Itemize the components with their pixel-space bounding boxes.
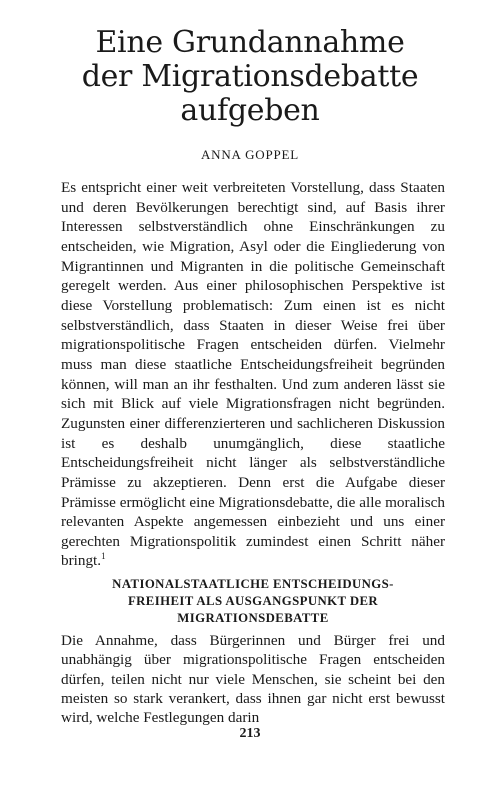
title-line: aufgeben: [180, 93, 320, 128]
author-name: ANNA GOPPEL: [200, 147, 299, 162]
section-paragraph: Die Annahme, dass Bürgerinnen und Bürger frei und unabhängig über migrationspolitische Fragen entscheiden dürfen, teilen nicht nur viele Menschen, sie scheint bei den meisten so stark verankert, dass ihnen gar nicht erst bewusst wird, welche Festlegungen darin: [61, 632, 445, 727]
section-heading-line: NATIONALSTAATLICHE ENTSCHEIDUNGS-: [112, 577, 394, 591]
article-title: [40, 26, 460, 128]
intro-paragraph: [61, 178, 445, 571]
section-heading-line: MIGRATIONSDEBATTE: [177, 611, 329, 625]
title-line: Eine Grundannahme: [95, 25, 405, 60]
page-number: 213: [239, 726, 261, 741]
footnote-marker[interactable]: 1: [101, 551, 106, 562]
section-heading: [61, 576, 445, 627]
section-heading-line: FREIHEIT ALS AUSGANGSPUNKT DER: [127, 594, 379, 608]
intro-paragraph-text: Es entspricht einer weit verbreiteten Vorstellung, dass Staaten und deren Bevölkerungen berechtigt sind, auf Basis ihrer Interessen selbstverständlich ohne Einschränkungen zu entscheiden, wie Migration, Asyl oder die Eingliederung von Migrantinnen und Migranten in die politische Gemeinschaft geregelt werden. Aus einer philosophischen Perspektive ist diese Vorstellung problematisch: Zum einen ist es nicht selbstverständlich, dass Staaten in dieser Weise frei über migrationspolitische Fragen entscheiden dürfen. Vielmehr muss man diese staatliche Entscheidungsfreiheit begründen können, will man an ihr festhalten. Und zum anderen lässt sie sich mit Blick auf viele Migrationsfragen nicht begründen. Zugunsten einer differenzierteren und sachlicheren Diskussion ist es deshalb unumgänglich, diese staatliche Entscheidungsfreiheit nicht länger als selbstverständliche Prämisse zu akzeptieren. Denn erst die Aufgabe dieser Prämisse ermöglicht eine Migrationsdebatte, die alle moralisch relevanten Aspekte angemessen einbezieht und uns einer gerechten Migrationspolitik zumindest einen Schritt näher bringt.: [61, 179, 445, 570]
title-line: der Migrationsdebatte: [81, 59, 419, 94]
